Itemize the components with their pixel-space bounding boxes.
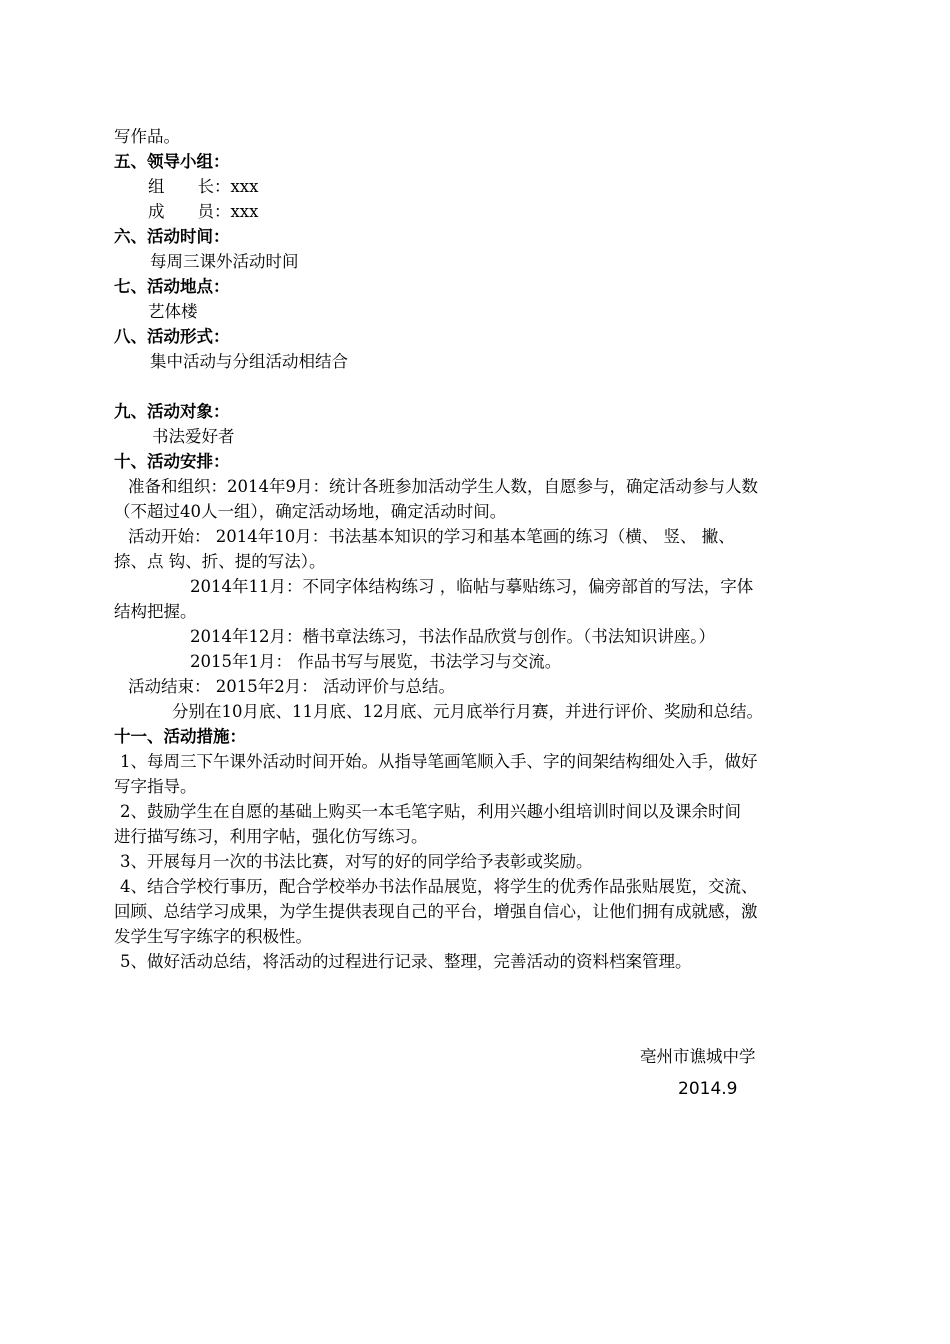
- section-heading-8: 八、活动形式：: [114, 327, 230, 346]
- measure-line: 发学生写字练字的积极性。: [114, 927, 312, 946]
- body-line: 写作品。: [114, 127, 180, 146]
- measure-line: 1、每周三下午课外活动时间开始。从指导笔画笔顺入手、字的间架结构细处入手，做好: [120, 752, 758, 771]
- body-line: 集中活动与分组活动相结合: [150, 352, 348, 371]
- measure-line: 3、开展每月一次的书法比赛，对写的好的同学给予表彰或奖励。: [120, 852, 593, 871]
- body-line: 2015年1月： 作品书写与展览，书法学习与交流。: [190, 652, 562, 671]
- section-heading-5: 五、领导小组：: [114, 152, 230, 171]
- signature-organization: 亳州市谯城中学: [640, 1047, 756, 1066]
- body-line: 结构把握。: [114, 602, 197, 621]
- measure-line: 4、结合学校行事历，配合学校举办书法作品展览，将学生的优秀作品张贴展览，交流、: [120, 877, 758, 896]
- measure-line: 2、鼓励学生在自愿的基础上购买一本毛笔字贴，利用兴趣小组培训时间以及课余时间: [120, 802, 741, 821]
- body-line: 每周三课外活动时间: [150, 252, 299, 271]
- body-line: 艺体楼: [148, 302, 198, 321]
- measure-line: 写字指导。: [114, 777, 197, 796]
- body-line: 2014年12月：楷书章法练习，书法作品欣赏与创作。（书法知识讲座。）: [190, 627, 715, 646]
- body-line: 准备和组织：2014年9月：统计各班参加活动学生人数，自愿参与，确定活动参与人数: [128, 477, 758, 496]
- measure-line: 进行描写练习，利用字帖，强化仿写练习。: [114, 827, 428, 846]
- section-heading-6: 六、活动时间：: [114, 227, 230, 246]
- body-line: 捺、点 钩、折、提的写法）。: [114, 552, 326, 571]
- section-heading-7: 七、活动地点：: [114, 277, 230, 296]
- body-line: 活动开始： 2014年10月：书法基本知识的学习和基本笔画的练习（横、 竖、 撇、: [128, 527, 735, 546]
- measure-line: 回顾、总结学习成果，为学生提供表现自己的平台，增强自信心，让他们拥有成就感，激: [114, 902, 758, 921]
- body-line: 书法爱好者: [152, 427, 235, 446]
- body-line: 活动结束： 2015年2月： 活动评价与总结。: [128, 677, 455, 696]
- signature-date: 2014.9: [678, 1079, 738, 1099]
- body-line: （不超过40人一组），确定活动场地，确定活动时间。: [114, 502, 507, 521]
- body-line: 分别在10月底、11月底、12月底、元月底举行月赛，并进行评价、奖励和总结。: [172, 702, 763, 721]
- body-line: 2014年11月：不同字体结构练习 ，临帖与摹贴练习，偏旁部首的写法，字体: [190, 577, 754, 596]
- measure-line: 5、做好活动总结，将活动的过程进行记录、整理，完善活动的资料档案管理。: [120, 952, 692, 971]
- section-heading-9: 九、活动对象：: [114, 402, 230, 421]
- leader-line: 组 长：xxx: [148, 177, 259, 196]
- section-heading-10: 十、活动安排：: [114, 452, 230, 471]
- section-heading-11: 十一、活动措施：: [114, 727, 246, 746]
- member-line: 成 员：xxx: [148, 202, 259, 221]
